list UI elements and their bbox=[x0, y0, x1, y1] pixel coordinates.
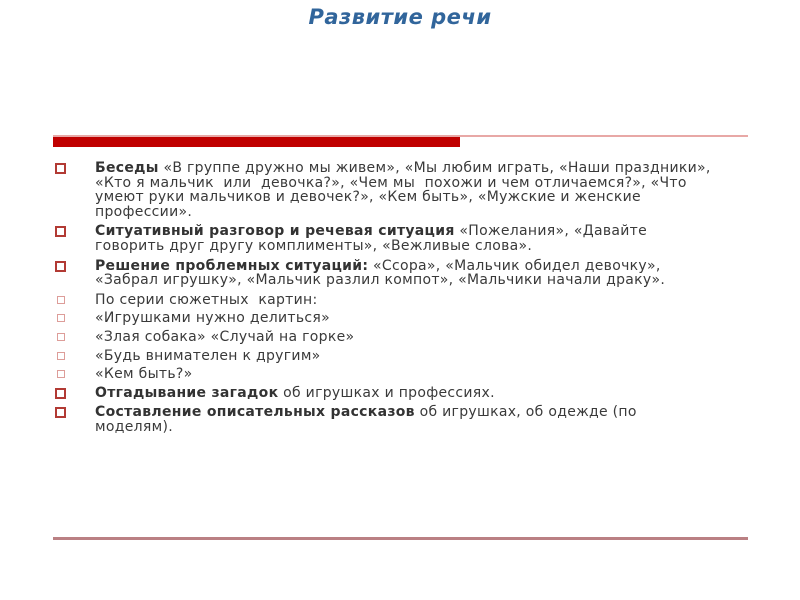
list-item-text: об игрушках, об одежде (по моделям). bbox=[95, 404, 642, 435]
list-item-text: «Игрушками нужно делиться» bbox=[95, 310, 330, 327]
list-item bbox=[55, 311, 715, 326]
square-bullet-icon bbox=[55, 407, 66, 418]
list-item-text: «Кем быть?» bbox=[95, 366, 193, 383]
list-item-text: По серии сюжетных картин: bbox=[95, 291, 318, 308]
list-item-text: «Пожелания», «Давайте говорить друг другу комплименты», «Вежливые слова». bbox=[95, 223, 652, 254]
square-bullet-icon bbox=[57, 370, 65, 378]
square-bullet-icon bbox=[55, 226, 66, 237]
list-item bbox=[55, 293, 715, 308]
list-item bbox=[55, 405, 715, 434]
list-item-text: «Ссора», «Мальчик обидел девочку», «Забрал игрушку», «Мальчик разлил компот», «Мальчики начали драку». bbox=[95, 257, 666, 289]
red-accent-bar bbox=[53, 137, 460, 147]
list-item-bold-lead: Беседы bbox=[95, 160, 159, 176]
list-item bbox=[55, 367, 715, 382]
list-item bbox=[55, 386, 715, 401]
bullet-list bbox=[55, 161, 715, 440]
list-item-text: «Злая собака» «Случай на горке» bbox=[95, 328, 355, 345]
list-item-bold-lead: Составление описательных рассказов bbox=[95, 404, 415, 421]
list-item-text: «В группе дружно мы живем», «Мы любим играть, «Наши праздники», «Кто я мальчик или девочка?», «Чем мы похожи и чем отличаемся?», «Что умеют руки мальчиков и девочек?», «Кем быть», «Мужские и женские профессии». bbox=[95, 160, 716, 220]
list-item bbox=[55, 349, 715, 364]
list-item-bold-lead: Отгадывание загадок bbox=[95, 384, 279, 401]
square-bullet-icon bbox=[55, 261, 66, 272]
list-item-bold-lead: Решение проблемных ситуаций: bbox=[95, 257, 369, 274]
square-bullet-icon bbox=[57, 314, 65, 322]
list-item-text: об игрушках и профессиях. bbox=[278, 384, 495, 401]
square-bullet-icon bbox=[55, 163, 66, 174]
square-bullet-icon bbox=[57, 296, 65, 304]
square-bullet-icon bbox=[57, 352, 65, 360]
list-item bbox=[55, 330, 715, 345]
list-item-text: «Будь внимателен к другим» bbox=[95, 347, 321, 364]
square-bullet-icon bbox=[57, 333, 65, 341]
list-item bbox=[55, 259, 715, 288]
list-item bbox=[55, 224, 715, 253]
square-bullet-icon bbox=[55, 388, 66, 399]
list-item-bold-lead: Ситуативный разговор и речевая ситуация bbox=[95, 223, 455, 240]
slide-title: Развитие речи bbox=[308, 5, 492, 29]
list-item bbox=[55, 161, 715, 219]
bottom-divider-line bbox=[53, 537, 748, 540]
